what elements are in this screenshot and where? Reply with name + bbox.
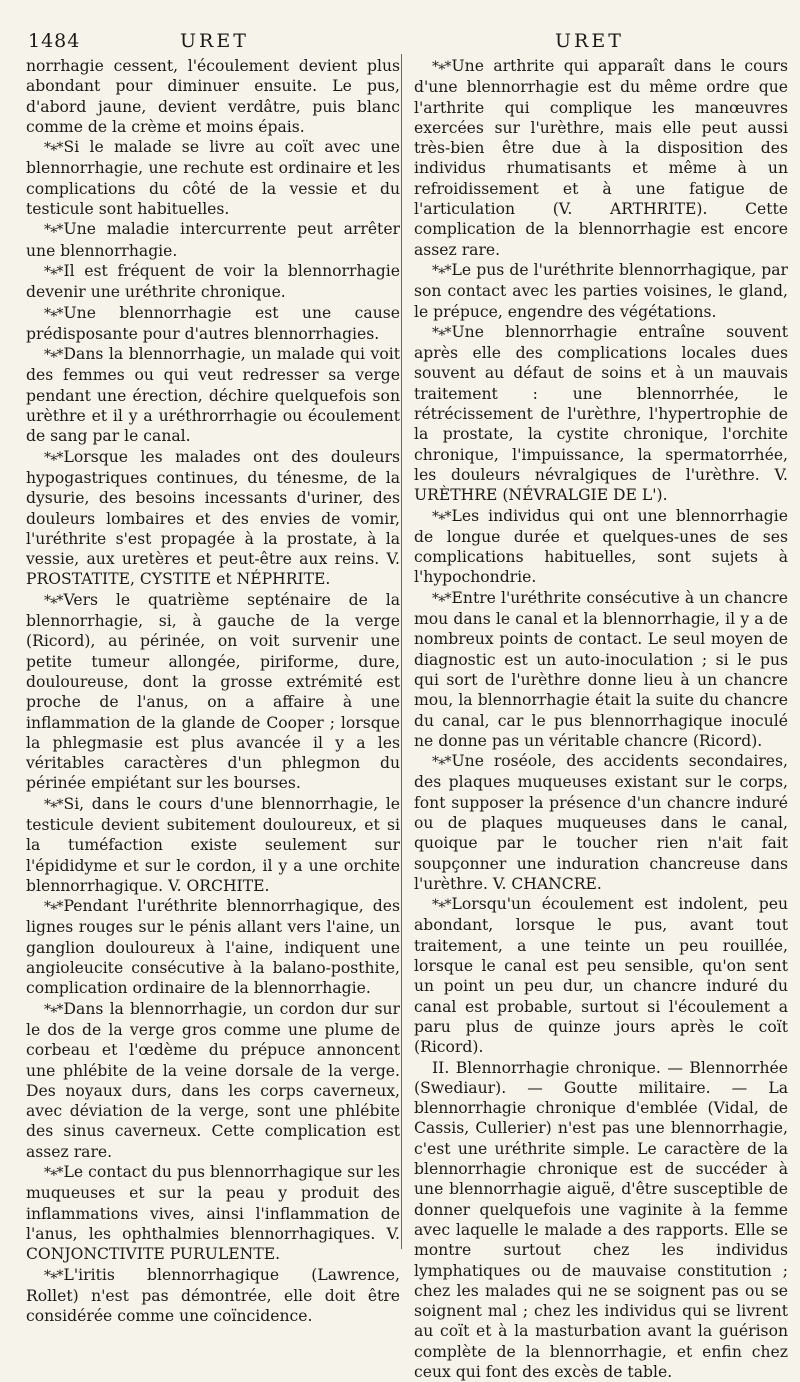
paragraph — [414, 260, 788, 322]
asterism-mark: *∗* — [44, 263, 62, 280]
column-divider — [401, 54, 402, 1249]
paragraph — [26, 1265, 400, 1327]
paragraph-text: Le pus de l'uréthrite blennorrhagique, par son contact avec les parties voisines, le gland, le prépuce, engendre des végétations. — [414, 260, 788, 321]
right-text-column — [414, 56, 788, 1381]
paragraph-text: norrhagie cessent, l'écoulement devient plus abondant pour diminuer ensuite. Le pus, d'abord jaune, devient verdâtre, puis blanc comme de la crème et moins épais. — [26, 57, 400, 136]
paragraph-text: Une arthrite qui apparaît dans le cours d'une blennorrhagie est du même ordre que l'arthrite qui complique les manœuvres exercées sur l'urèthre, mais elle peut aussi très-bien être due à la disposition des individus rhumatisants et même à un refroidissement et à une fatigue de l'articulation (V. ARTHRITE). Cette complication de la blennorrhagie est encore assez rare. — [414, 57, 788, 259]
paragraph — [26, 56, 400, 137]
paragraph — [26, 261, 400, 303]
running-head-right: URET — [555, 30, 624, 52]
paragraph-text: Pendant l'uréthrite blennorrhagique, des lignes rouges sur le pénis allant vers l'aine, un ganglion douloureux à l'aine, indiquent une angioleucite consécutive à la balano-posthite, complication ordinaire de la blennorrhagie. — [26, 897, 400, 998]
asterism-mark: *∗* — [44, 1001, 62, 1018]
paragraph-text: Le contact du pus blennorrhagique sur les muqueuses et sur la peau y produit des inflammations vives, ainsi l'inflammation de l'anus, les ophthalmies blennorrhagiques. V. CONJONCTIVITE PURULENTE. — [26, 1163, 400, 1264]
paragraph — [414, 1058, 788, 1382]
paragraph — [414, 322, 788, 506]
paragraph — [414, 588, 788, 751]
asterism-mark: *∗* — [44, 899, 62, 916]
paragraph-text: Lorsque les malades ont des douleurs hypogastriques continues, du ténesme, de la dysurie, des besoins incessants d'uriner, des douleurs lombaires et des envies de vomir, l'uréthrite s'est propagée à la prostate, à la vessie, aux uretères et peut-être aux reins. V. PROSTATITE, CYSTITE et NÉPHRITE. — [26, 447, 400, 589]
paragraph — [26, 447, 400, 590]
asterism-mark: *∗* — [432, 897, 450, 914]
paragraph-text: L'iritis blennorrhagique (Lawrence, Rollet) n'est pas démontrée, elle doit être considérée comme une coïncidence. — [26, 1265, 400, 1326]
asterism-mark: *∗* — [44, 347, 62, 364]
paragraph-text: Lorsqu'un écoulement est indolent, peu abondant, lorsque le pus, avant tout traitement, a une teinte un peu rouillée, lorsque le canal est peu sensible, qu'on sent un point un peu dur, un chancre induré du canal est probable, surtout si l'écoulement a paru plus de quinze jours après le coït (Ricord). — [414, 895, 788, 1057]
asterism-mark: *∗* — [44, 305, 62, 322]
paragraph — [414, 894, 788, 1057]
paragraph-text: Si le malade se livre au coït avec une blennorrhagie, une rechute est ordinaire et les complications du côté de la vessie et du testicule sont habituelles. — [26, 138, 400, 219]
paragraph — [26, 303, 400, 345]
paragraph-text: Il est fréquent de voir la blennorrhagie devenir une uréthrite chronique. — [26, 261, 400, 302]
asterism-mark: *∗* — [432, 59, 450, 75]
asterism-mark: *∗* — [432, 754, 450, 771]
asterism-mark: *∗* — [432, 590, 450, 607]
paragraph — [26, 794, 400, 896]
paragraph-text: Entre l'uréthrite consécutive à un chancre mou dans le canal et la blennorrhagie, il y a de nombreux points de contact. Le seul moyen de diagnostic est un auto-inoculation ; si le pus qui sort de l'urèthre donne lieu à un chancre mou, la blennorrhagie était la suite du chancre du canal, car le pus blennorrhagique inoculé ne donne pas un véritable chancre (Ricord). — [414, 588, 788, 750]
running-head-left: URET — [180, 30, 249, 52]
page-header — [0, 30, 800, 56]
asterism-mark: *∗* — [432, 508, 450, 525]
asterism-mark: *∗* — [44, 449, 62, 466]
paragraph-text: Une roséole, des accidents secondaires, des plaques muqueuses existant sur le corps, font supposer la présence d'un chancre induré ou de plaques muqueuses dans le canal, quoique par le toucher rien n'ait fait soupçonner une induration chancreuse dans l'urèthre. V. CHANCRE. — [414, 752, 788, 893]
paragraph — [414, 56, 788, 260]
paragraph-text: Vers le quatrième septénaire de la blennorrhagie, si, à gauche de la verge (Ricord), au périnée, on voit survenir une petite tumeur allongée, piriforme, dure, douloureuse, dont la grosse extrémité est proche de l'anus, on a affaire à une inflammation de la glande de Cooper ; lorsque la phlegmasie est plus avancée il y a les véritables caractères d'un phlegmon du périnée empiétant sur les bourses. — [26, 590, 400, 793]
paragraph-text: Dans la blennorrhagie, un malade qui voit des femmes ou qui veut redresser sa verge pendant une érection, déchire quelquefois son urèthre et il y a uréthrorrhagie ou écoulement de sang par le canal. — [26, 345, 400, 446]
asterism-mark: *∗* — [432, 262, 450, 279]
paragraph — [26, 344, 400, 446]
paragraph-text: Une blennorrhagie est une cause prédisposante pour d'autres blennorrhagies. — [26, 303, 400, 343]
asterism-mark: *∗* — [44, 140, 62, 157]
paragraph — [414, 751, 788, 894]
asterism-mark: *∗* — [44, 1267, 62, 1284]
paragraph — [414, 506, 788, 588]
paragraph — [26, 590, 400, 794]
paragraph-text: Dans la blennorrhagie, un cordon dur sur le dos de la verge gros comme une plume de corbeau et l'œdème du prépuce annoncent une phlébite de la veine dorsale de la verge. Des noyaux durs, dans les corps caverneux, avec déviation de la verge, sont une phlébite des sinus caverneux. Cette complication est assez rare. — [26, 999, 400, 1161]
asterism-mark: *∗* — [44, 796, 62, 813]
paragraph — [26, 1162, 400, 1264]
paragraph-text: II. Blennorrhagie chronique. — Blennorrhée (Swediaur). — Goutte militaire. — La blennorrhagie chronique d'emblée (Vidal, de Cassis, Cullerier) n'est pas une blennorrhagie, c'est une uréthrite simple. Le caractère de la blennorrhagie chronique est de succéder à une blennorrhagie aiguë, d'être susceptible de donner quelquefois une vaginite à la femme avec laquelle le malade a des rapports. Elle se montre surtout chez les individus lymphatiques ou de mauvaise constitution ; chez les malades qui ne se soignent pas ou se soignent mal ; chez les individus qui se livrent au coït et à la masturbation avant la guérison complète de la blennorrhagie, et enfin chez ceux qui font des excès de table. — [414, 1058, 788, 1381]
paragraph — [26, 219, 400, 261]
paragraph-text: Une blennorrhagie entraîne souvent après elle des complications locales dues souvent au défaut de soins et à un mauvais traitement : une blennorrhée, le rétrécissement de l'urèthre, l'hypertrophie de la prostate, la cystite chronique, l'orchite chronique, l'impuissance, la spermatorrhée, les douleurs névralgiques de l'urèthre. V. URÈTHRE (NÉVRALGIE DE L'). — [414, 322, 788, 505]
paragraph — [26, 896, 400, 998]
left-text-column — [26, 56, 400, 1326]
asterism-mark: *∗* — [432, 324, 450, 341]
asterism-mark: *∗* — [44, 1165, 62, 1182]
paragraph-text: Une maladie intercurrente peut arrêter une blennorrhagie. — [26, 220, 400, 260]
paragraph-text: Si, dans le cours d'une blennorrhagie, le testicule devient subitement douloureux, et si la tuméfaction existe seulement sur l'épididyme et sur le cordon, il y a une orchite blennorrhagique. V. ORCHITE. — [26, 794, 400, 895]
paragraph-text: Les individus qui ont une blennorrhagie de longue durée et quelques-unes de ses complications habituelles, sont sujets à l'hypochondrie. — [414, 506, 788, 587]
page-number: 1484 — [28, 30, 81, 52]
asterism-mark: *∗* — [44, 592, 62, 609]
paragraph — [26, 137, 400, 219]
asterism-mark: *∗* — [44, 222, 62, 239]
paragraph — [26, 999, 400, 1162]
